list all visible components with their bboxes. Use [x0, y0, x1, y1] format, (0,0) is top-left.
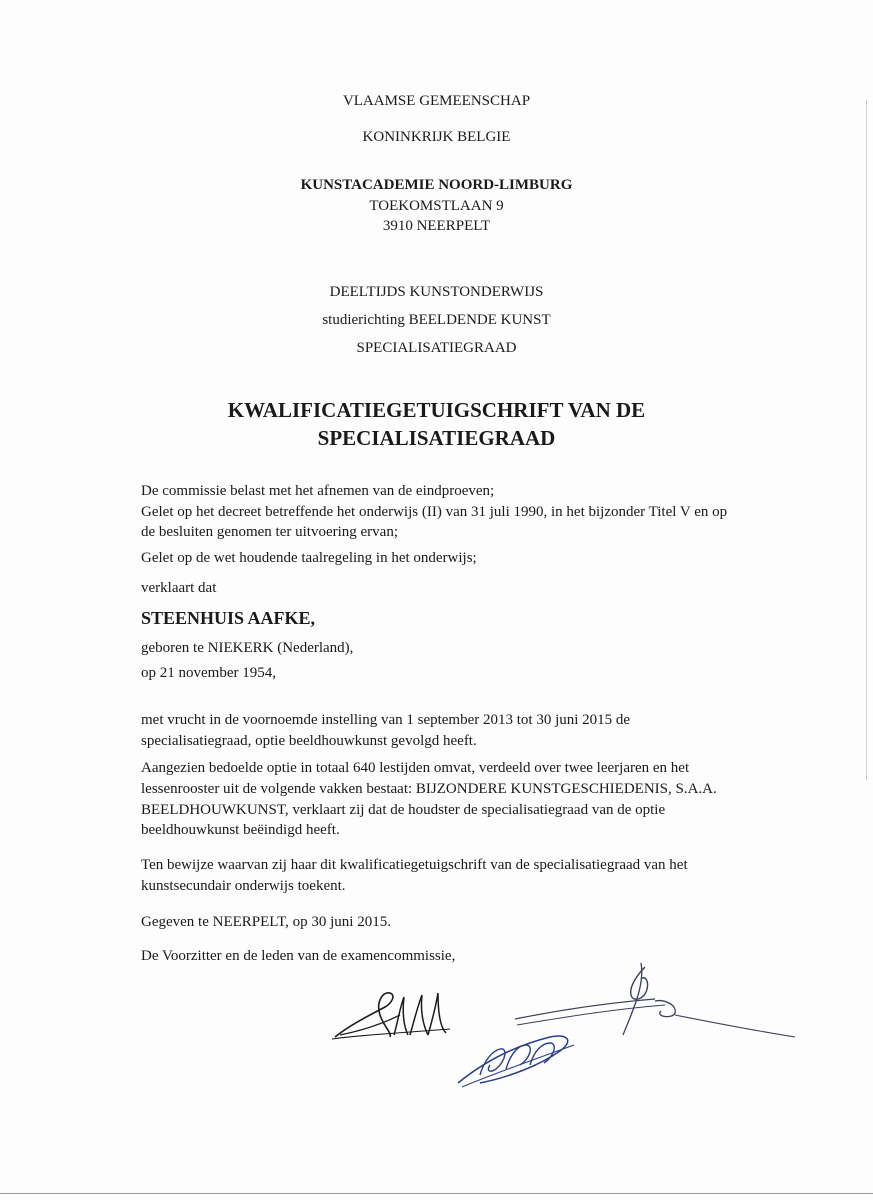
header-kingdom: KONINKRIJK BELGIE: [362, 129, 511, 145]
institution-city: 3910 NEERPELT: [382, 218, 491, 234]
body-period-line1: met vrucht in de voornoemde instelling van 1 september 2013 tot 30 juni 2015 de: [141, 712, 631, 728]
header-community: VLAAMSE GEMEENSCHAP: [342, 93, 531, 109]
body-courses-line4: beeldhouwkunst beëindigd heeft.: [141, 822, 340, 838]
student-birthdate: op 21 november 1954,: [141, 665, 276, 681]
body-courses-line2: lessenrooster uit de volgende vakken bestaat: BIJZONDERE KUNSTGESCHIEDENIS, S.A.A.: [141, 781, 717, 797]
institution-name: KUNSTACADEMIE NOORD-LIMBURG: [300, 177, 573, 193]
preamble-language-law: Gelet op de wet houdende taalregeling in het onderwijs;: [141, 550, 477, 566]
program-type: DEELTIJDS KUNSTONDERWIJS: [329, 284, 544, 300]
declares-text: verklaart dat: [141, 580, 217, 596]
body-award-line2: kunstsecundair onderwijs toekent.: [141, 878, 346, 894]
committee-line: De Voorzitter en de leden van de examencommissie,: [141, 948, 456, 964]
body-courses-line3: BEELDHOUWKUNST, verklaart zij dat de houdster de specialisatiegraad van de optie: [141, 802, 666, 818]
signature-chairman: [330, 985, 460, 1045]
institution-street: TOEKOMSTLAAN 9: [369, 198, 504, 214]
scan-edge-bottom: [0, 1193, 873, 1194]
preamble-commission: De commissie belast met het afnemen van de eindproeven;: [141, 483, 495, 499]
certificate-title-line1: KWALIFICATIEGETUIGSCHRIFT VAN DE: [227, 398, 646, 422]
scan-edge-right: [866, 100, 867, 780]
certificate-title-line2: SPECIALISATIEGRAAD: [317, 426, 556, 450]
preamble-decree-line2: de besluiten genomen ter uitvoering ervan;: [141, 524, 398, 540]
preamble-decree-line1: Gelet op het decreet betreffende het onderwijs (II) van 31 juli 1990, in het bijzonder Titel V en op: [141, 504, 728, 520]
program-degree: SPECIALISATIEGRAAD: [356, 340, 517, 356]
signature-member-grey: [505, 955, 805, 1050]
body-award-line1: Ten bewijze waarvan zij haar dit kwalificatiegetuigschrift van de specialisatiegraad van het: [141, 857, 688, 873]
program-direction: studierichting BEELDENDE KUNST: [322, 312, 551, 328]
student-birthplace: geboren te NIEKERK (Nederland),: [141, 640, 354, 656]
body-courses-line1: Aangezien bedoelde optie in totaal 640 lestijden omvat, verdeeld over twee leerjaren en het: [141, 760, 690, 776]
given-date: Gegeven te NEERPELT, op 30 juni 2015.: [141, 914, 391, 930]
body-period-line2: specialisatiegraad, optie beeldhouwkunst gevolgd heeft.: [141, 733, 477, 749]
student-name: STEENHUIS AAFKE,: [141, 608, 316, 628]
